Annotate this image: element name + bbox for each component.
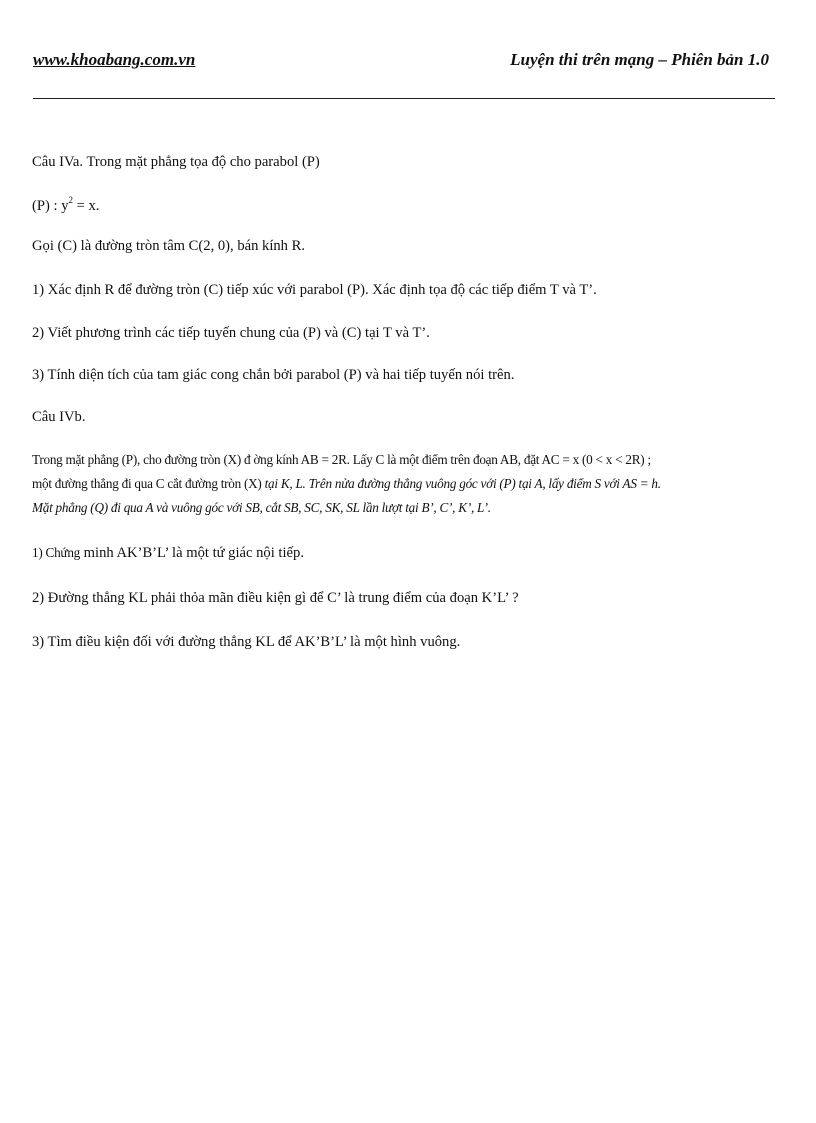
condition-line-2-italic: tại K, L. Trên nửa đường thẳng vuông góc với (P) tại A, lấy điểm S với AS = h. bbox=[264, 476, 661, 491]
part-b-question-3: 3) Tìm điều kiện đối với đường thẳng KL để AK’B’L’ là một hình vuông. bbox=[32, 634, 461, 650]
condition-line-2-normal: một đường thẳng đi qua C cắt đường tròn (X) bbox=[32, 476, 265, 491]
part-a-question-1: 1) Xác định R để đường tròn (C) tiếp xúc với parabol (P). Xác định tọa độ các tiếp điểm T và T’. bbox=[32, 282, 597, 298]
part-b-heading: Câu IVb. bbox=[32, 409, 86, 425]
part-b-condition-line-2 bbox=[32, 476, 661, 492]
equation-left: (P) : y bbox=[32, 198, 69, 214]
equation-exponent: 2 bbox=[68, 195, 73, 205]
circle-definition: Gọi (C) là đường tròn tâm C(2, 0), bán kính R. bbox=[32, 238, 306, 254]
part-b-question-1 bbox=[32, 545, 304, 562]
question-1-rest: minh AK’B’L’ là một tứ giác nội tiếp. bbox=[80, 545, 304, 561]
part-b-question-2: 2) Đường thẳng KL phải thỏa mãn điều kiện gì để C’ là trung điểm của đoạn K’L’ ? bbox=[32, 590, 519, 606]
header-title: Luyện thi trên mạng – Phiên bản 1.0 bbox=[510, 50, 769, 69]
header-divider bbox=[33, 98, 775, 99]
site-link[interactable]: www.khoabang.com.vn bbox=[33, 50, 196, 69]
part-b-condition-line-3: Mặt phẳng (Q) đi qua A và vuông góc với SB, cắt SB, SC, SK, SL lần lượt tại B’, C’, K’, L’. bbox=[32, 500, 491, 515]
question-1-prefix: 1) Chứng bbox=[32, 545, 81, 560]
equation-right: = x. bbox=[72, 198, 100, 214]
parabol-equation bbox=[32, 195, 99, 215]
page-header bbox=[33, 50, 775, 74]
part-a-question-3: 3) Tính diện tích của tam giác cong chắn bởi parabol (P) và hai tiếp tuyến nói trên. bbox=[32, 367, 515, 383]
part-a-heading: Câu IVa. Trong mặt phẳng tọa độ cho parabol (P) bbox=[32, 154, 320, 170]
part-b-condition-line-1: Trong mặt phẳng (P), cho đường tròn (X) đ ờng kính AB = 2R. Lấy C là một điểm trên đoạn AB, đặt AC = x (0 < x < 2R) ; bbox=[32, 452, 651, 467]
part-a-question-2: 2) Viết phương trình các tiếp tuyến chung của (P) và (C) tại T và T’. bbox=[32, 325, 430, 341]
